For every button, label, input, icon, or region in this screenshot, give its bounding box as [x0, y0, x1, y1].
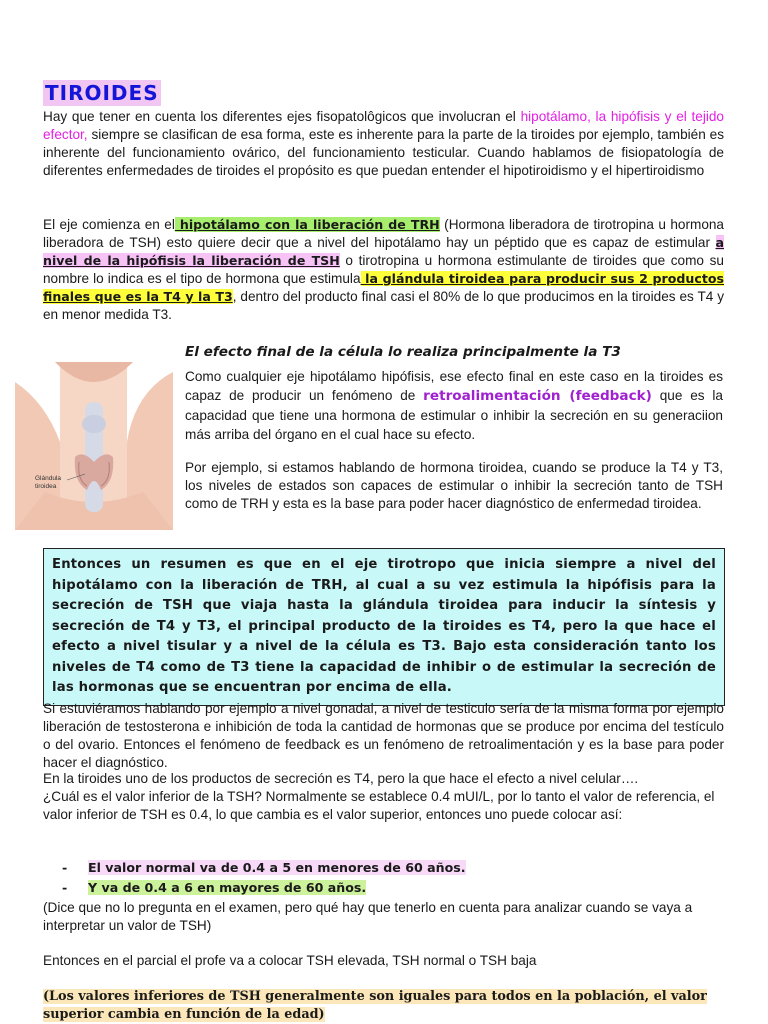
axis-highlight-thyroid: la glándula tiroidea para producir sus 2 productos finales que es la T4 y la T3	[43, 271, 724, 304]
intro-paragraph	[43, 108, 724, 180]
t4-paragraph: En la tiroides uno de los productos de secreción es T4, pero la que hace el efecto a nivel celular….	[43, 771, 639, 786]
bullet-item-over-60	[62, 879, 366, 897]
summary-box: Entonces un resumen es que en el eje tirotropo que inicia siempre a nivel del hipotálamo con la liberación de TRH, al cual a su vez estimula la hipófisis para la secreción de TSH que viaja hasta la glándula tiroidea para inducir la síntesis y secreción de T4 y T3, el principal producto de la tiroides es T4, pero la que hace el efecto a nivel tisular y a nivel de la célula es T3. Bajo esta consideración tanto los niveles de T4 como de T3 tiene la capacidad de inhibir o de estimular la secreción de las hormonas que se encuentran por encima de ella.	[43, 548, 725, 706]
axis-text-4: , dentro del producto final casi el 80% de lo que producimos en la tiroides es T4 y en menor medida T3.	[43, 289, 724, 322]
feedback-paragraph	[185, 367, 723, 444]
section-heading: El efecto final de la célula lo realiza principalmente la T3	[185, 344, 621, 360]
example-paragraph: Por ejemplo, si estamos hablando de hormona tiroidea, cuando se produce la T4 y T3, los niveles de estados son capaces de estimular o inhibir la secreción tanto de TSH como de TRH y esta es la base para poder hacer diagnóstico de enfermedad tiroidea.	[185, 460, 723, 511]
page-title: TIROIDES	[45, 81, 159, 105]
exam-note-paragraph: (Dice que no lo pregunta en el examen, pero qué hay que tenerlo en cuenta para analizar cuando se vaya a interpretar un valor de TSH)	[43, 900, 693, 933]
axis-highlight-hypothalamus: hipotálamo con la liberación de TRH	[174, 217, 440, 232]
age-note-text: (Los valores inferiores de TSH generalmente son iguales para todos en la población, el valor superior cambia en función de la edad)	[43, 989, 707, 1022]
bullet-item-under-60	[62, 859, 466, 877]
parcial-paragraph: Entonces en el parcial el profe va a colocar TSH elevada, TSH normal o TSH baja	[43, 953, 537, 968]
age-note-paragraph	[43, 988, 724, 1024]
feedback-term: retroalimentación (feedback)	[423, 388, 652, 404]
bullet-dash: -	[62, 860, 68, 875]
bullet-text: Y va de 0.4 a 6 en mayores de 60 años.	[88, 880, 367, 895]
intro-text-2: siempre se clasifican de esa forma, este es inherente para la parte de la tiroides por ejemplo, también es inherente del funcionamiento ovárico, del funcionamiento testicular. Cuando hablamos de fisiopatología de diferentes enfermedades de tiroides el propósito es que puedan entender el hipotiroidismo y el hipertiroidismo	[43, 127, 724, 178]
feedback-text-1: Como cualquier eje hipotálamo hipófisis, ese efecto final en este caso en la tiroides es capaz de producir un fenómeno de	[185, 369, 723, 403]
tsh-question-paragraph: ¿Cuál es el valor inferior de la TSH? Normalmente se establece 0.4 mUI/L, por lo tanto el valor de referencia, el valor inferior de TSH es 0.4, lo que cambia es el valor superior, entonces uno puede colocar así:	[43, 789, 715, 822]
thyroid-illustration	[15, 362, 173, 530]
intro-text-1: Hay que tener en cuenta los diferentes ejes fisopatolôgicos que involucran el	[43, 109, 521, 124]
axis-highlight-pituitary: a nivel de la hipófisis la liberación de TSH	[43, 235, 724, 268]
illustration-label-line2: tiroidea	[35, 483, 57, 490]
intro-highlight-magenta: hipotálamo, la hipófisis y el tejido efector,	[43, 109, 724, 142]
axis-text-1: El eje comienza en el	[43, 217, 175, 232]
bullet-text: El valor normal va de 0.4 a 5 en menores de 60 años.	[88, 860, 466, 875]
illustration-label-line1: Glándula	[35, 475, 62, 482]
feedback-text-2: que es la capacidad que tiene una hormona de estimular o inhibir la secreción en su generaciion más arriba del órgano en el cual hace su efecto.	[185, 388, 723, 442]
axis-text-2: (Hormona liberadora de tirotropina u hormona liberadora de TSH) esto quiere decir que a nivel del hipotálamo hay un péptido que es capaz de estimular	[43, 217, 724, 250]
axis-paragraph	[43, 216, 724, 324]
bullet-dash: -	[62, 880, 68, 895]
axis-text-3: o tirotropina u hormona estimulante de tiroides que como su nombre lo indica es el tipo de hormona que estimula	[43, 253, 724, 286]
gonadal-paragraph: Si estuviéramos hablando por ejemplo a nivel gonadal, a nivel de testiculo sería de la misma forma por ejemplo liberación de testosterona e inhibición de toda la cantidad de hormonas que se produce por encima del testículo o del ovario. Entonces el fenómeno de feedback es un fenómeno de retroalimentación y es la base para poder hacer el diagnóstico.	[43, 701, 724, 770]
